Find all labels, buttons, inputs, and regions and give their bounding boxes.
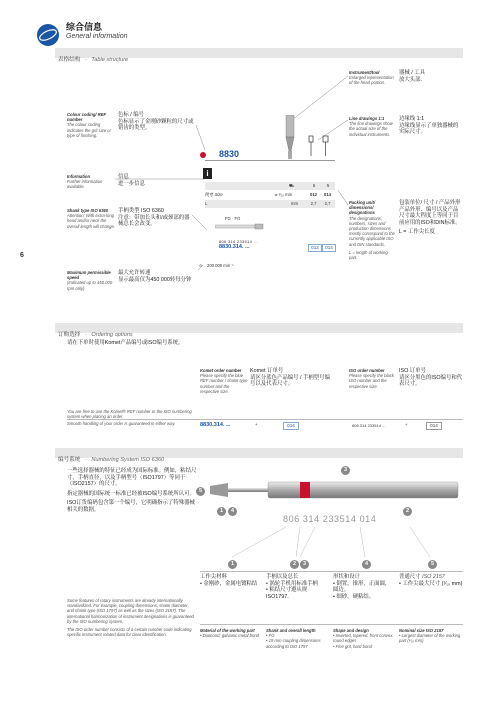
speed-icon: ⊙ [199,263,203,268]
section-title-en: Table structure [91,57,129,63]
max-speed: 200 000 min⁻¹ [207,263,234,268]
column-1-number: 1 [228,560,237,569]
column-1-cn: 工作尖材料 • 金刚砂，金属电镀粘结 [200,574,258,587]
plus-sign: + [405,422,408,427]
iso-big-number: 806 314 233514 014 [283,514,377,524]
callout-4: 4 [228,507,237,516]
section-title-cn: 订购选择 [58,332,81,338]
section-bar-table-structure: 表格结构 · Table structure [55,48,463,58]
note-packing-cn: 包装单位/ 尺寸 / 产品外形 产品外形、编号以及产品尺寸最大程度上等同于目前应用的ISO和DIN标准。 L = 工作尖长度 [399,200,461,236]
section-bar-ordering: 订购选择 · Ordering options [55,323,463,333]
komet-order-cn: Komet 订单号 请区分蓝色产品编号 / 手柄型号编号以及代表尺寸。 [250,368,330,388]
shank-code: FG · FG [225,216,241,221]
size-unit: ⌀ ¹⁄₁₀ mm [275,192,293,197]
size-label: 尺寸 Size [205,192,223,197]
line-drawings-1to1 [305,130,335,160]
pack-icon: ⛟ [289,183,295,188]
callout-3: 3 [341,466,350,475]
note-instrument-cn: 器械 / 工具 放大头部. [399,70,426,83]
instrument-enlarged-illustration [280,115,300,160]
column-3-cn: 形状和设计 • 倒置，锥形，正面圆，圆边。 • 细砂，硬粘结。 [333,574,391,600]
column-2-cn: 手柄以及总长 • 涡轮手机用标准手柄 • 粘结尺寸遵从规ISO1797. [266,574,318,600]
size-value: 012 [310,192,317,197]
note-shank-type-en: Shank type ISO 6360 Attention: With extra-long head and/or neck the overall length will change. [67,208,115,229]
ref-number: 8830.314. ... [219,244,250,250]
section-title-cn: 编号系统 [58,457,81,463]
komet-example: 8830.314. ... [200,422,231,428]
note-max-speed-cn: 最大允许转速 显示最高仅为450 000转每分钟 [118,270,192,283]
callout-2: 2 [403,507,412,516]
section-bar-numbering: 编号系统 · Numbering System ISO 6360 [55,448,463,458]
pack-qty: 5 [312,183,316,188]
komet-size-box: 014 [283,422,299,430]
note-information-cn: 信息 进一步信息 [118,174,145,187]
iso-order-en: ISO order number Please specify the black ISO number and the respective size. [349,368,394,389]
spec-card [199,110,335,270]
iso-size-box: 014 [426,422,442,430]
column-3-number: 4 [362,560,371,569]
size-value: 014 [324,192,331,197]
column-1-en: Material of the working part • Diamond, galvanic metal bond [200,628,259,639]
callout-1: 1 [217,507,226,516]
iso-order-cn: ISO 订单号 请区分黑色的ISO编号和代表尺寸。 [399,368,463,388]
ordering-note-en: You are free to use the Komet® REF number or the ISO numbering system when placing an order. [67,409,192,420]
note-max-speed-en: Maximum permissible speed (Indicated up to 450.000 rpm only) [67,270,113,291]
section-title-en: Ordering options [91,332,133,338]
note-shank-type-cn: 手柄类型 ISO 6360 注意：带加长头和/或颈部的器械总长会改变。 [118,208,190,228]
info-icon: i [203,168,212,179]
column-3-en: Shape and design • Inverted, tapered, front convex, round edges • Fine grit, hard bond [333,628,394,649]
note-colour-coding-cn: 色标 / 编号 色标显示了金刚砂颗粒的尺寸或错齿的类型。 [118,112,194,132]
note-colour-coding-en: Colour coding/ REF number The colour coding indicates the grit size or type of finishing. [67,112,111,138]
shank-illustration [215,223,265,231]
komet-order-en: Komet order number Please specify the blue REF number / shank type number and the respective size. [200,368,248,394]
ref-size-box: 012 [308,244,322,252]
length-label: L [205,201,208,206]
column-2-en: Shank and overall length • FG • 19 mm coupling dimensions according to ISO 1797 [266,628,321,649]
iso-example: 806 314 233514 ... [352,423,386,428]
length-value: 2,7 [324,201,331,206]
column-2-number: 3 [300,560,309,569]
ref-size-box: 014 [322,244,336,252]
page-number: 6 [20,252,24,259]
section-title-en: Numbering System ISO 6360 [91,457,165,463]
note-instrument-en: Instrument/tool Enlarged representation of the head portion. [349,70,394,86]
length-value: 2,7 [310,201,317,206]
note-information-en: Information Further information available. [67,174,103,190]
length-unit: mm [291,201,298,206]
column-4-en: Nominal size ISO 2157 • Largest diameter of the working part (¹⁄₁₀ mm) [399,628,461,644]
callout-5: 5 [196,487,205,496]
column-4-number: 5 [428,560,437,569]
page-title-en: General information [66,33,128,40]
page-title-cn: 综合信息 [66,22,103,32]
product-code: 8830 [219,149,240,159]
section-title-cn: 表格结构 [58,57,81,63]
plus-sign: + [255,422,258,427]
note-line-drawings-en: Line drawings 1:1 The line drawings show the actual size of the individual instruments. [349,116,393,137]
numbering-intro-cn: 一些选择器械的特征已经成为国际标准。例如，粘结尺寸，手柄直径，以及手柄型号（ISO1797）等同于（ISO2157）的尺寸。 指定器械的国际统一标准已经被ISO编号系统所认可。 ISO订货编码包含第一个编号，它明确指示了特殊器械相关的数据。 [67,468,197,513]
numbering-note-en: Some features of rotary instruments are already internationally standardized. For example, coupling dimensions, shank diameter, and shank type (ISO 1797) as well as the sizes (ISO 2157). The international harmonization of instrument designations is guaranteed by the ISO numbering system. The ISO order number consists of a certain number code indicating specific instrument related data for clear identification. [67,598,194,638]
column-4-cn: 普通尺寸 ISO 2157 • 工作尖最大尺寸 (¹⁄₁₀ mm) [399,574,463,587]
column-2-number: 2 [290,560,299,569]
note-line-drawings-cn: 边缘线 1:1 边缘线显示了单独器械的实际尺寸。 [399,116,459,136]
pack-qty: 5 [326,183,330,188]
bur-illustration [200,470,465,520]
iso-number: 806 314 233514 ... [219,239,258,244]
connector-lines [200,525,465,560]
ordering-note-en: Smooth handling of your order is guaranteed in either way. [67,421,176,426]
colour-coding-dot [200,152,206,158]
ordering-intro-cn: 请在下单时使用Komet产品编号或ISO编号系统。 [67,340,184,346]
note-packing-en: Packing unit/ dimensions/ designations The designations, numbers, sizes and production dimensions mostly correspond to the currently applicable ISO and DIN standards. L = length of working part. [349,200,395,261]
